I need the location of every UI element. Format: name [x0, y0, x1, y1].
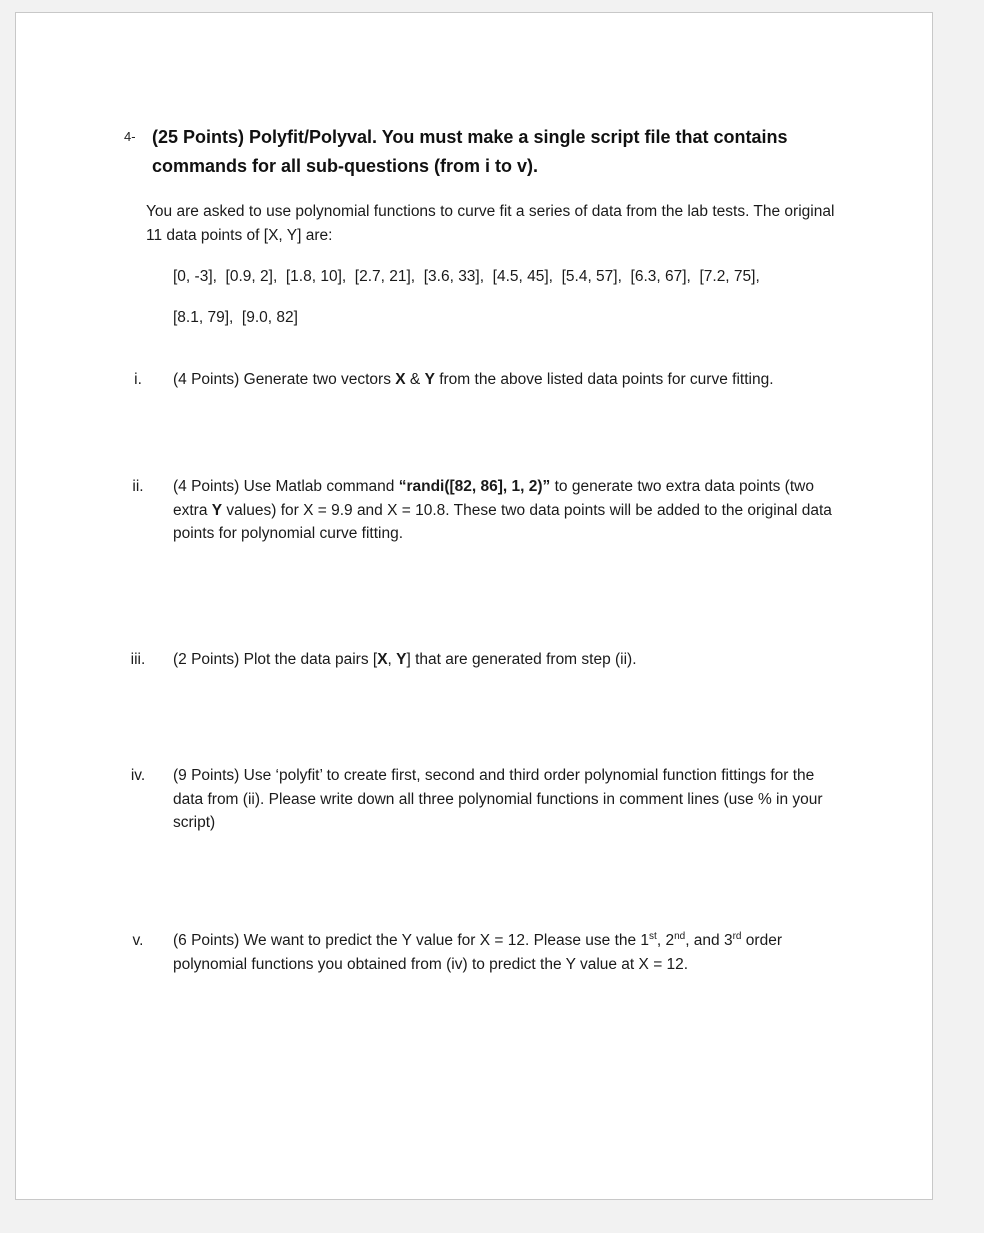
- superscript: rd: [732, 930, 742, 942]
- data-points-line-1: [0, -3], [0.9, 2], [1.8, 10], [2.7, 21], [3.6, 33], [4.5, 45], [5.4, 57], [6.3, 67], [7.2, 75],: [173, 268, 760, 285]
- sub-question-number: v.: [132, 932, 144, 949]
- sub-question-number: ii.: [132, 478, 144, 495]
- superscript: st: [649, 930, 657, 942]
- question-number: 4-: [124, 129, 136, 144]
- text-part: ,: [387, 651, 397, 668]
- sub-question-text: (9 Points) Use ‘polyfit’ to create first, second and third order polynomial function fittings for the data from (ii). Please write down all three polynomial functions in comment lines (use % in your script): [173, 767, 823, 831]
- text-part: (4 Points) Generate two vectors: [173, 371, 396, 388]
- text-part: to generate two extra data points (two extra: [173, 478, 814, 519]
- text-part: , 2: [656, 932, 675, 949]
- sub-question-text: [173, 475, 838, 546]
- bold-text: Y: [211, 501, 223, 519]
- bold-text: “randi([82, 86], 1, 2)”: [398, 478, 551, 495]
- text-part: (2 Points) Plot the data pairs [: [173, 651, 378, 668]
- text-part: order polynomial functions you obtained from (iv) to predict the Y value at X = 12.: [173, 932, 782, 973]
- question-intro: You are asked to use polynomial functions to curve fit a series of data from the lab tests. The original 11 data points of [X, Y] are:: [146, 203, 835, 244]
- sub-question-number: iii.: [130, 651, 146, 668]
- text-part: from the above listed data points for curve fitting.: [434, 371, 774, 388]
- bold-text: Y: [424, 371, 435, 388]
- superscript: nd: [674, 930, 686, 942]
- data-points-line-2: [8.1, 79], [9.0, 82]: [173, 309, 298, 326]
- sub-question-number: i.: [134, 371, 142, 388]
- text-part: (6 Points) We want to predict the Y value for X = 12. Please use the 1: [173, 932, 650, 949]
- sub-question-text: [173, 648, 838, 672]
- text-part: &: [405, 371, 425, 388]
- bold-text: X: [395, 371, 406, 388]
- text-part: (4 Points) Use Matlab command: [173, 478, 399, 495]
- document-page: [15, 12, 933, 1200]
- text-part: ] that are generated from step (ii).: [406, 651, 637, 668]
- bold-text: Y: [396, 651, 407, 668]
- sub-question-text: [173, 929, 838, 976]
- sub-question-number: iv.: [130, 767, 146, 784]
- bold-text: X: [377, 651, 388, 668]
- text-part: values) for X = 9.9 and X = 10.8. These two data points will be added to the original data points for polynomial curve fitting.: [173, 501, 832, 542]
- text-part: , and 3: [685, 932, 733, 949]
- sub-question-text: [173, 368, 838, 392]
- question-title: (25 Points) Polyfit/Polyval. You must make a single script file that contains commands for all sub-questions (from i to v).: [152, 127, 788, 176]
